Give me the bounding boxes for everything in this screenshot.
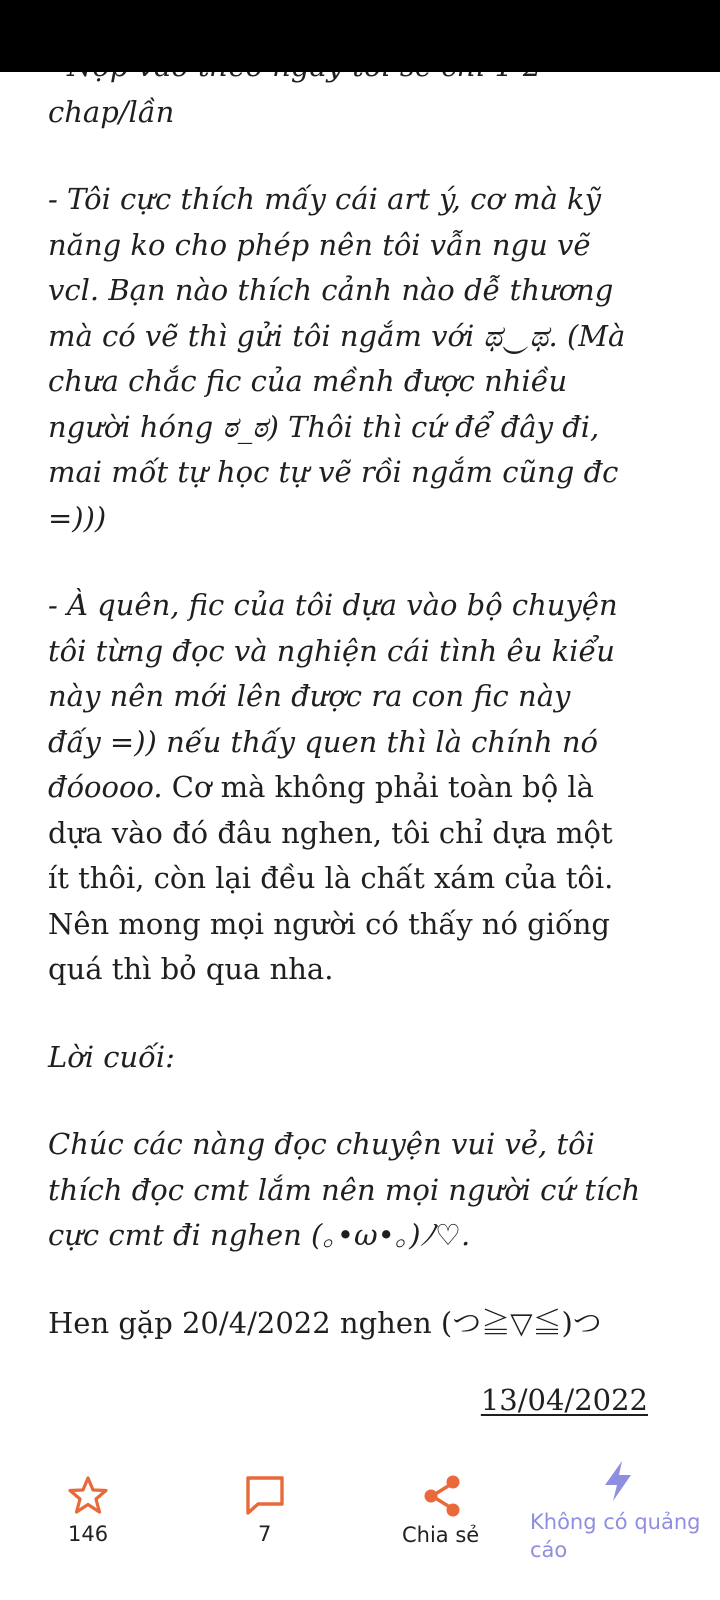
paragraph-gap <box>48 541 668 583</box>
chapter-date: 13/04/2022 <box>480 1383 648 1417</box>
paragraph-gap <box>48 135 668 177</box>
article-line: mai mốt tự học tự vẽ rồi ngắm cũng đc <box>48 455 619 489</box>
share-label: Chia sẻ <box>402 1523 480 1547</box>
article-line: thích đọc cmt lắm nên mọi người cứ tích <box>48 1172 641 1207</box>
article-line: chap/lần <box>48 94 175 129</box>
share-button[interactable] <box>394 1450 494 1600</box>
star-icon <box>68 1475 108 1519</box>
article-line: Chúc các nàng đọc chuyện vui vẻ, tôi <box>48 1127 595 1161</box>
vote-count: 146 <box>68 1522 109 1546</box>
lightning-icon <box>602 1460 634 1506</box>
article-line: người hóng ಠ_ಠ) Thôi thì cứ để đây đi, <box>48 409 600 444</box>
article-line: này nên mới lên được ra con fic này <box>48 679 571 713</box>
article-line: chưa chắc fic của mềnh được nhiều <box>48 364 568 398</box>
vote-button[interactable] <box>40 1450 136 1600</box>
no-ads-label: Không có quảng cáo <box>530 1510 701 1562</box>
article-line: - À quên, fic của tôi dựa vào bộ chuyện <box>48 588 618 622</box>
article-line-part: đóoooo. <box>48 770 163 804</box>
article-line: Lời cuối: <box>48 1039 175 1074</box>
article-line: cực cmt đi nghen (｡•ω•｡)ﾉ♡. <box>48 1218 471 1252</box>
article-line-part: Cơ mà không phải toàn bộ là <box>162 770 594 804</box>
article-line: tôi từng đọc và nghiện cái tình êu kiểu <box>48 633 615 668</box>
paragraph-gap <box>48 1080 668 1122</box>
article-line: mà có vẽ thì gửi tôi ngắm với ಥ‿ಥ. (Mà <box>48 318 626 353</box>
article-line: vcl. Bạn nào thích cảnh nào dễ thương <box>48 273 614 307</box>
article-line: =))) <box>48 500 107 535</box>
article-line: năng ko cho phép nên tôi vẫn ngu vẽ <box>48 227 591 262</box>
bottom-nav <box>0 1450 720 1600</box>
comment-icon <box>244 1474 286 1520</box>
article-body <box>48 44 668 1346</box>
article-line: đấy =)) nếu thấy quen thì là chính nó <box>48 724 599 759</box>
comments-button[interactable] <box>226 1450 306 1600</box>
comment-count: 7 <box>258 1522 272 1546</box>
article-line <box>48 765 668 811</box>
article-line: Nên mong mọi người có thấy nó giống <box>48 906 610 941</box>
paragraph-gap <box>48 993 668 1035</box>
article-line: quá thì bỏ qua nha. <box>48 952 334 986</box>
share-icon <box>422 1474 464 1522</box>
article-line: dựa vào đó đâu nghen, tôi chỉ dựa một <box>48 815 613 850</box>
no-ads-button[interactable] <box>528 1450 708 1600</box>
status-bar <box>0 0 720 72</box>
article-line: - Tôi cực thích mấy cái art ý, cơ mà kỹ <box>48 182 601 216</box>
article-line: Hen gặp 20/4/2022 nghen (つ≧▽≦)つ <box>48 1305 602 1340</box>
article-line: ít thôi, còn lại đều là chất xám của tôi. <box>48 861 614 895</box>
paragraph-gap <box>48 1259 668 1301</box>
